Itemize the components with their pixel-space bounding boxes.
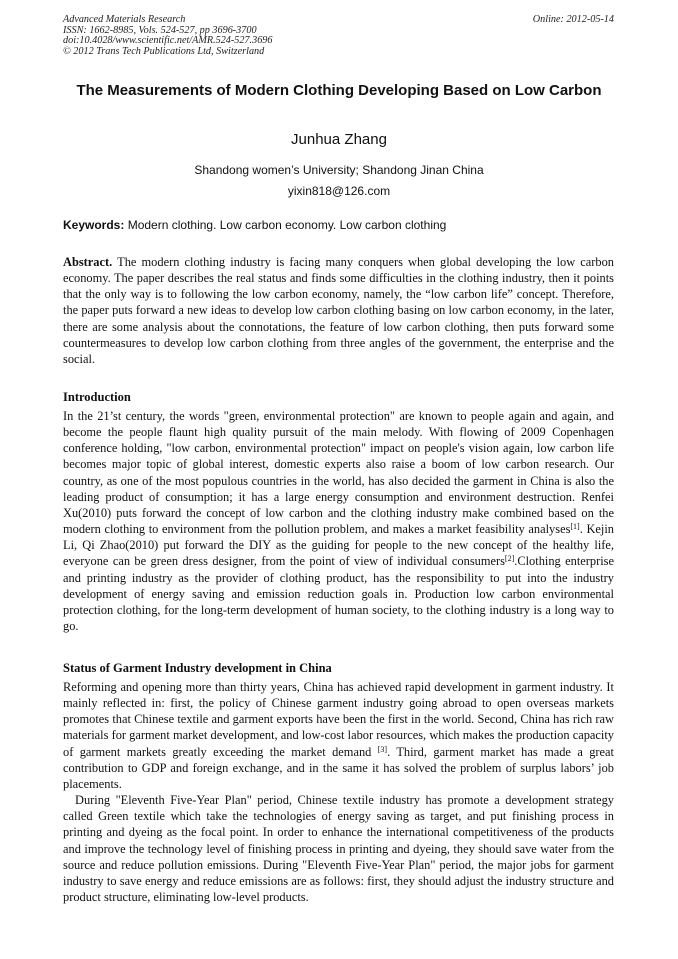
status-heading: Status of Garment Industry development in China [63,661,332,675]
status-paragraph-2: During "Eleventh Five-Year Plan" period, Chinese textile industry has promote a development strategy called Green textile which take the technologies of energy saving as target, and put finishing process in printing and dyeing as the focal point. In order to enhance the international competitiveness of the products and improve the technology level of finishing process in printing and dyeing, they should save water from the source and reduce pollution emissions. During "Eleventh Five-Year Plan" period, the major jobs for garment industry to save energy and reduce emissions are as follows: first, they should adjust the industry structure and product structure, eliminating low-level products. [63,793,614,905]
keywords-label: Keywords: [63,218,125,232]
intro-text-2: . Kejin Li, Qi Zhao(2010) put forward the DIY as the guiding for people to the new concept of the healthy life, everyone can be green dress designer, from the point of view of individual consumers [63,522,614,569]
online-date: Online: 2012-05-14 [532,14,614,25]
paper-title: The Measurements of Modern Clothing Developing Based on Low Carbon [76,82,602,99]
status-text-2: . Third, garment market has made a great contribution to GDP and foreign exchange, and in the same it has solved the problem of surplus labors’ job placements. [63,744,614,791]
abstract [63,254,614,367]
intro-text-1: In the 21’st century, the words "green, environmental protection" are known to people again and again, and become the people flaunt high quality pursuit of the main melody. With flowing of 2009 Copenhagen conference holding, "low carbon, environmental protection" impact on people's vision again, low carbon life becomes major topic of global interest, domestic experts also raise a boom of low carbon research. Our country, as one of the most populous countries in the world, has also decided the garment in China is also the leading product of consumption; it has a large energy consumption and environment destruction. Renfei Xu(2010) puts forward the concept of low carbon and the clothing industry make combined based on the modern clothing to environment from the pollution problem, and makes a market feasibility analyses [63,409,614,537]
doi-line[interactable]: doi:10.4028/www.scientific.net/AMR.524-527.3696 [63,35,273,47]
abstract-text: The modern clothing industry is facing many conquers when global developing the low carbon economy. The paper describes the real status and finds some difficulties in the clothing industry, then it points that the only way is to following the low carbon economy, namely, the “low carbon life” concept. Therefore, the paper puts forward a new ideas to develop low carbon clothing basing on low carbon economy, in the later, there are some analysis about the connotations, the feature of low carbon clothing, then puts forward some countermeasures to develop low carbon clothing from three angles of the government, the enterprise and the social. [63,255,615,366]
intro-text-3: .Clothing enterprise and printing industry as the provider of clothing product, has the responsibility to put into the industry development of energy saving and emission reduction goals in. Production low carbon environmental protection clothing, for the long-term development of human society, to the clothing industry is a long way to go. [63,554,614,634]
journal-name: Advanced Materials Research [63,14,186,25]
journal-header [63,15,272,57]
keywords-text: Modern clothing. Low carbon economy. Low carbon clothing [127,218,447,232]
copyright-line: © 2012 Trans Tech Publications Ltd, Switzerland [63,45,265,57]
citation-1[interactable]: [1] [570,522,580,532]
status-body [63,679,614,905]
abstract-label: Abstract. [63,255,113,269]
introduction-body [63,408,614,634]
issn-line: ISSN: 1662-8985, Vols. 524-527, pp 3696-3700 [63,24,257,36]
author-email[interactable]: yixin818@126.com [287,184,391,198]
status-text-1: Reforming and opening more than thirty years, China has achieved rapid development in garment industry. It mainly reflected in: first, the policy of Chinese garment industry going abroad to open overseas markets promotes that Chinese textile and garment exports have been the first in the world. Second, China has rich raw materials for garment market development, and low-cost labor resources, which makes the production capacity of garment markets greatly exceeding the market demand [63,680,614,759]
affiliation: Shandong women’s University; Shandong Jinan China [194,163,484,177]
citation-2[interactable]: [2] [504,554,515,564]
introduction-heading: Introduction [63,390,131,404]
keywords [63,218,446,233]
author-name: Junhua Zhang [291,131,387,148]
citation-3[interactable]: [3] [377,744,388,754]
